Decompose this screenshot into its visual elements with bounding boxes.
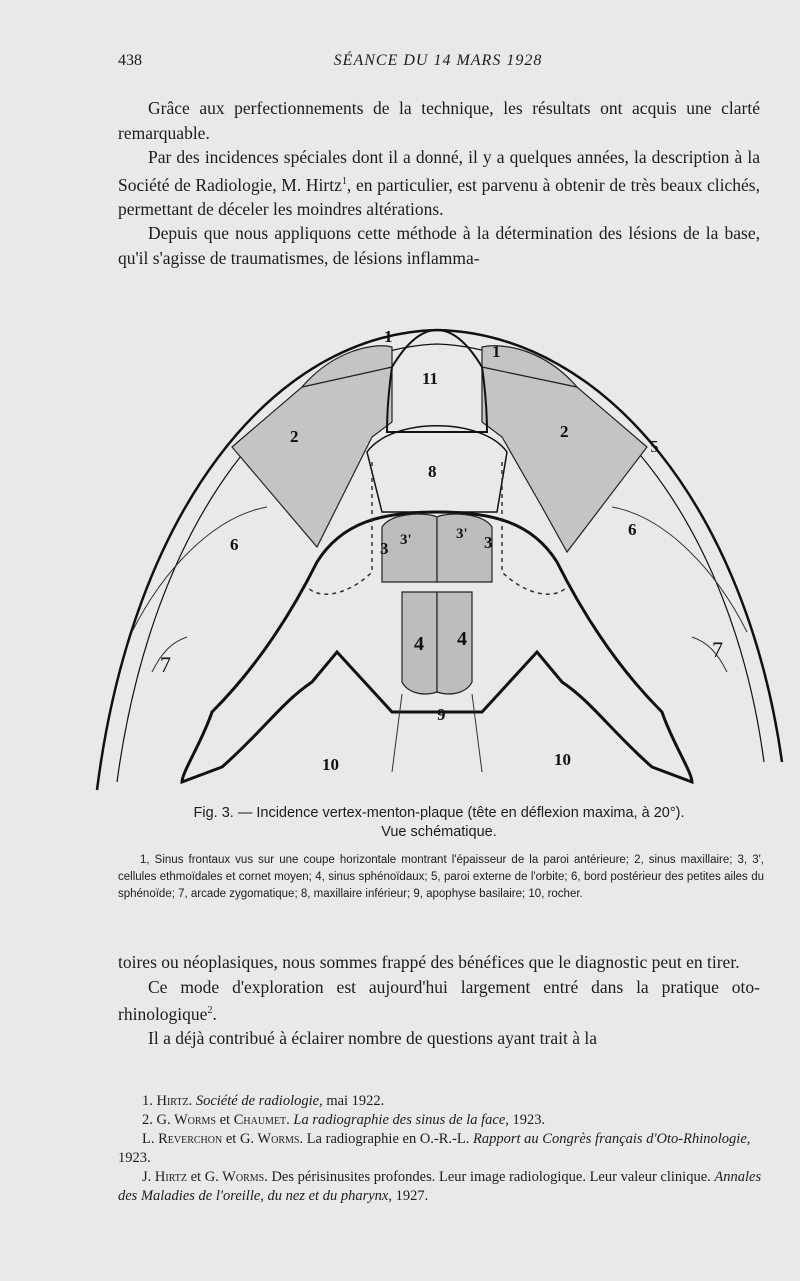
footnote-ref: 2 [207,1005,213,1016]
footnote-title: Annales des Maladies de l'oreille, du nez et du pharynx, [118,1169,762,1204]
footnote-conj: et [225,1131,237,1147]
skull-schematic [92,322,790,794]
label-4-left: 4 [414,633,424,655]
label-1-left: 1 [384,327,393,346]
paragraph: toires ou néoplasiques, nous sommes frappé des bénéfices que le diagnostic peut en tirer. [118,952,740,972]
page-header [118,52,758,74]
footnote-1 [118,1092,764,1111]
label-6-left: 6 [230,535,239,554]
figure-legend: 1, Sinus frontaux vus sur une coupe horizontale montrant l'épaisseur de la paroi antérieure; 2, sinus maxillaire; 3, 3', cellules ethmoïdales et cornet moyen; 4, sinus sphénoïdaux; 5, paroi externe de l'orbite; 6, bord postérieur des petites ailes du sphénoïde; 7, arcade zygomatique; 8, maxillaire inférieur; 9, apophyse basilaire; 10, rocher. [118,854,764,900]
label-2-left: 2 [290,427,299,446]
footnote-text: La radiographie en O.-R.-L. [306,1131,470,1147]
label-1-right: 1 [492,342,501,361]
footnote-author: G. Worms. [204,1169,268,1185]
label-5: 5 [650,437,659,456]
label-11: 11 [422,369,439,388]
footnote-title: Société de radiologie, [195,1093,323,1109]
footnote-number: 1. [142,1093,153,1109]
label-6-right: 6 [628,520,637,539]
footnote-author: J. Hirtz [142,1169,187,1185]
maxillary-sinus-right [482,367,647,552]
paragraph-text: , en particulier, est parvenu à obtenir de très beaux clichés, permettant de déceler les moindres altérations. [118,174,760,219]
label-3-right: 3 [484,533,493,552]
paragraph: Depuis que nous appliquons cette méthode à la détermination des lésions de la base, qu'il s'agisse de traumatismes, de lésions inflamma- [118,223,760,268]
footnote-author: Hirtz. [156,1093,193,1109]
body-text-bottom [118,950,760,1051]
page-number: 438 [118,52,142,69]
paragraph-text: . [212,1003,217,1024]
label-2-right: 2 [560,422,569,441]
orbit-wall-left [132,507,267,632]
label-3prime-right: 3' [456,526,468,542]
footnote-4 [118,1168,764,1206]
footnote-title: Rapport au Congrès français d'Oto-Rhinologie, [473,1131,751,1147]
footnote-conj: et [219,1112,231,1128]
footnote-year: 1923. [512,1112,546,1128]
figure-caption [118,804,760,842]
footnote-author: G. Worms. [239,1131,304,1147]
footnote-author: L. Reverchon [142,1131,223,1147]
figure-skull-diagram [92,322,790,794]
ethmoid-cells-left [382,514,437,582]
label-9: 9 [437,705,446,724]
paragraph [118,145,760,221]
footnote-year: 1923. [118,1150,151,1166]
footnote-year: 1927. [395,1188,429,1204]
footnote-3 [118,1130,764,1168]
running-title: SÉANCE DU 14 MARS 1928 [333,52,543,69]
caption-line: Fig. 3. — Incidence vertex-menton-plaque (tête en déflexion maxima, à 20°). [193,805,685,821]
paragraph: Grâce aux perfectionnements de la technique, les résultats ont acquis une clarté remarquable. [118,98,760,143]
footnote-text: Des périsinusites profondes. Leur image radiologique. Leur valeur clinique. [271,1169,711,1185]
footnote-date: mai 1922. [326,1093,385,1109]
label-3-left: 3 [380,539,389,558]
paragraph [118,975,760,1027]
footnote-author: Chaumet. [233,1112,290,1128]
label-7-left: 7 [160,652,171,677]
label-4-right: 4 [457,628,467,650]
caption-line: Vue schématique. [381,824,497,840]
body-text-top [118,96,760,270]
footnote-2 [118,1111,764,1130]
label-10-right: 10 [554,750,571,769]
paragraph-text: Ce mode d'exploration est aujourd'hui largement entré dans la pratique oto-rhinologique [118,976,760,1024]
label-10-left: 10 [322,755,339,774]
label-3prime-left: 3' [400,532,412,548]
footnote-author: G. Worms [156,1112,216,1128]
paragraph: Il a déjà contribué à éclairer nombre de questions ayant trait à la [148,1028,597,1049]
upper-jaw [367,426,507,512]
footnotes [118,1092,764,1206]
footnote-title: La radiographie des sinus de la face, [293,1112,509,1128]
footnote-conj: et [190,1169,202,1185]
footnote-number: 2. [142,1112,153,1128]
label-8: 8 [428,462,437,481]
paragraph-text: Par des incidences spéciales dont il a donné, il y a quelques années, la description à la Société de Radiologie, M. Hirtz [118,147,760,195]
footnote-ref: 1 [341,175,347,187]
label-7-right: 7 [712,637,723,662]
